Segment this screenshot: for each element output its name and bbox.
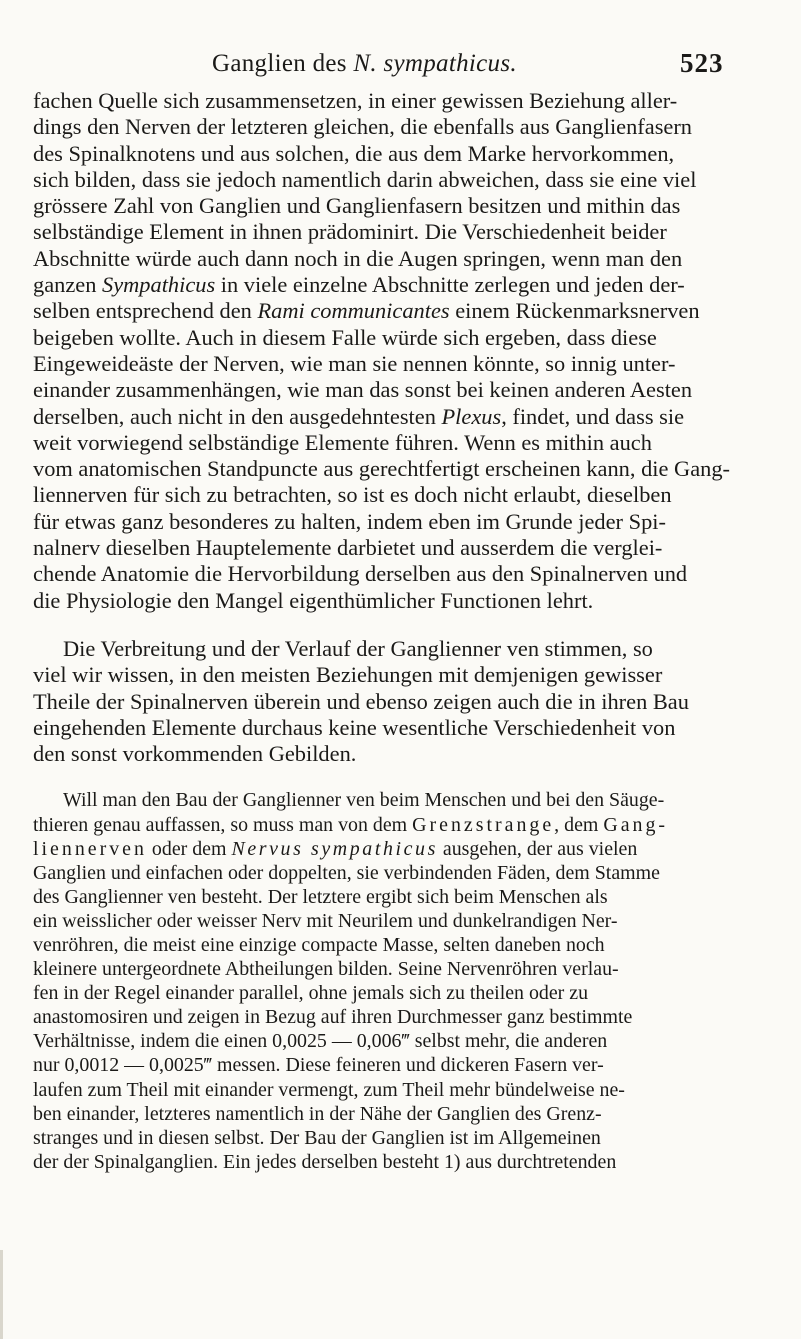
text-line: ben einander, letzteres namentlich in der Nähe der Ganglien des Grenz- [33,1102,602,1125]
page-number: 523 [680,48,724,78]
text-run: oder dem [146,837,232,860]
text-line [33,272,769,298]
text-run: thieren genau auffassen, so muss man von dem [33,813,413,836]
page-header [0,44,801,84]
italic-term: Plexus [441,403,502,429]
body-text [33,88,769,1174]
text-line: eingehenden Elemente durchaus keine wesentliche Verschiedenheit von [33,714,676,740]
text-line: des Spinalknotens und aus solchen, die aus dem Marke hervorkommen, [33,140,675,166]
text-line: den sonst vorkommenden Gebilden. [33,741,357,767]
text-line: vom anatomischen Standpuncte aus gerechtfertigt erscheinen kann, die Gang- [33,456,730,482]
text-run: einem Rückenmarksnerven [449,298,700,324]
text-line: liennerven für sich zu betrachten, so ist es doch nicht erlaubt, dieselben [33,482,672,508]
text-run: , findet, und dass sie [501,403,685,429]
running-title-italic: N. sympathicus. [353,50,517,77]
italic-term: Sympathicus [102,272,216,298]
paragraph-1 [33,88,769,614]
text-line: für etwas ganz besonderes zu halten, indem eben im Grunde jeder Spi- [33,508,666,534]
text-line: stranges und in diesen selbst. Der Bau der Ganglien ist im Allgemeinen [33,1126,601,1149]
page-edge-shadow [0,1250,3,1339]
text-line: venröhren, die meist eine einzige compacte Masse, selten daneben noch [33,933,605,956]
text-line: chende Anatomie die Hervorbildung derselben aus den Spinalnerven und [33,561,688,587]
text-run: ausgehen, der aus vielen [437,837,638,860]
paragraph-3-small-print [33,788,769,1174]
text-line: laufen zum Theil mit einander vermengt, zum Theil mehr bündelweise ne- [33,1078,625,1101]
text-line [33,837,769,861]
text-line: Verhältnisse, indem die einen 0,0025 — 0,006‴ selbst mehr, die anderen [33,1030,608,1053]
text-line [33,813,769,837]
text-line: nur 0,0012 — 0,0025‴ messen. Diese feineren und dickeren Fasern ver- [33,1054,604,1077]
text-line: Will man den Bau der Ganglienner ven beim Menschen und bei den Säuge- [63,789,665,812]
text-line: sich bilden, dass sie jedoch namentlich darin abweichen, dass sie eine viel [33,166,697,192]
text-line: selbständige Element in ihnen prädominirt. Die Verschiedenheit beider [33,219,667,245]
text-run: , dem [554,813,604,836]
text-line: einander zusammenhängen, wie man das sonst bei keinen anderen Aesten [33,377,693,403]
text-line: anastomosiren und zeigen in Bezug auf ihren Durchmesser ganz bestimmte [33,1006,633,1029]
text-run: derselben, auch nicht in den ausgedehntesten [33,403,442,429]
text-line [33,404,769,430]
text-line: die Physiologie den Mangel eigenthümlicher Functionen lehrt. [33,587,594,613]
spaced-term: Grenzstrange [412,813,555,836]
text-line: fachen Quelle sich zusammensetzen, in einer gewissen Beziehung aller- [33,88,678,113]
text-line: Theile der Spinalnerven überein und ebenso zeigen auch die in ihren Bau [33,688,689,714]
spaced-term: liennerven [33,837,147,860]
text-line: Abschnitte würde auch dann noch in die Augen springen, wenn man den [33,245,683,271]
italic-spaced-term: Nervus sympathicus [231,837,438,860]
text-run: in viele einzelne Abschnitte zerlegen und jeden der- [215,272,685,298]
text-line: nalnerv dieselben Hauptelemente darbietet und ausserdem die verglei- [33,535,663,561]
text-line: Die Verbreitung und der Verlauf der Ganglienner ven stimmen, so [63,635,653,661]
paragraph-2 [33,636,769,767]
text-line: weit vorwiegend selbständige Elemente führen. Wenn es mithin auch [33,429,652,455]
spaced-term: Gang- [603,813,669,836]
text-line: Eingeweideäste der Nerven, wie man sie nennen könnte, so innig unter- [33,350,676,376]
text-line: der der Spinalganglien. Ein jedes derselben besteht 1) aus durchtretenden [33,1150,617,1173]
text-line: fen in der Regel einander parallel, ohne jemals sich zu theilen oder zu [33,982,589,1005]
text-line: dings den Nerven der letzteren gleichen, die ebenfalls aus Ganglienfasern [33,114,693,140]
text-line: viel wir wissen, in den meisten Beziehungen mit demjenigen gewisser [33,662,663,688]
text-line: beigeben wollte. Auch in diesem Falle würde sich ergeben, dass diese [33,324,657,350]
text-line: des Ganglienner ven besteht. Der letztere ergibt sich beim Menschen als [33,885,608,908]
text-line: ein weisslicher oder weisser Nerv mit Neurilem und dunkelrandigen Ner- [33,909,618,932]
text-line [33,298,769,324]
text-run: ganzen [33,272,102,298]
text-line: kleinere untergeordnete Abtheilungen bilden. Seine Nervenröhren verlau- [33,958,619,981]
running-title [212,50,517,78]
text-line: grössere Zahl von Ganglien und Ganglienfasern besitzen und mithin das [33,193,681,219]
text-line: Ganglien und einfachen oder doppelten, sie verbindenden Fäden, dem Stamme [33,861,660,884]
running-title-text: Ganglien des [212,50,354,77]
text-run: selben entsprechend den [33,298,258,324]
italic-term: Rami communicantes [257,298,450,324]
